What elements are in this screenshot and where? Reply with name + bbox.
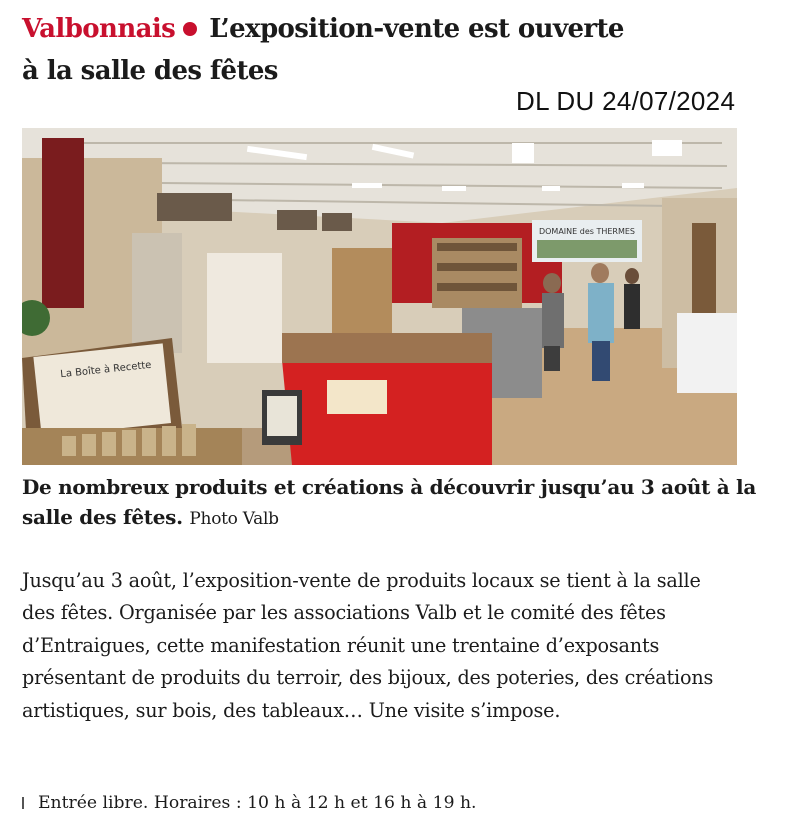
headline-line-1: L’exposition-vente est ouverte (209, 14, 624, 44)
bullet-dot-icon (183, 22, 197, 36)
info-text: Entrée libre. Horaires : 10 h à 12 h et 16 h à 19 h. (38, 793, 477, 813)
location-kicker: Valbonnais (22, 14, 176, 44)
practical-info (22, 789, 762, 817)
info-marker-icon (22, 797, 24, 809)
date-stamp: DL DU 24/07/2024 (516, 86, 736, 116)
photo-credit: Photo Valb (189, 509, 279, 529)
caption-text: De nombreux produits et créations à découvrir jusqu’au 3 août à la salle des fêtes. (22, 475, 756, 529)
body-paragraph: Jusqu’au 3 août, l’exposition-vente de produits locaux se tient à la salle des fêtes. Organisée par les associations Valb et le comité des fêtes d’Entraigues, cette manifestation réunit une trentaine d’exposants présentant de produits du terroir, des bijoux, des poteries, des créations artistiques, sur bois, des tableaux… Une visite s’impose. (22, 569, 714, 722)
exhibition-hall-illustration (22, 128, 737, 465)
photo-caption (22, 472, 762, 534)
headline (22, 8, 772, 92)
sign-text: La Boîte à Recette (59, 359, 152, 381)
article-body (22, 565, 727, 727)
headline-line-2: à la salle des fêtes (22, 56, 278, 86)
article-photo (22, 128, 737, 465)
banner-text: DOMAINE des THERMES (538, 227, 636, 236)
